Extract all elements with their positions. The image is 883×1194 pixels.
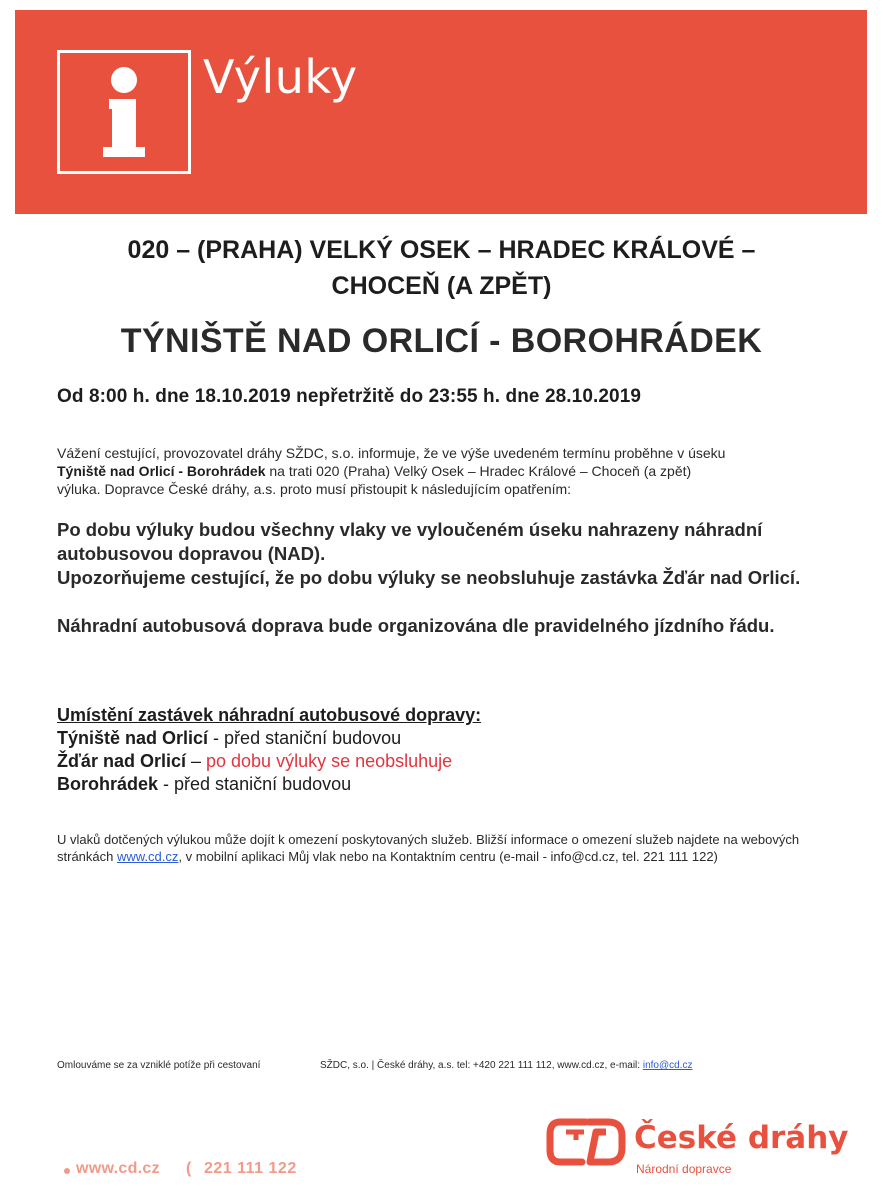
intro-section-name: Týniště nad Orlicí - Borohrádek: [57, 463, 266, 479]
section-title: TÝNIŠTĚ NAD ORLICÍ - BOROHRÁDEK: [120, 322, 763, 360]
intro-text-1: Vážení cestující, provozovatel dráhy SŽDC, s.o. informuje, že ve výše uvedeném termínu proběhne v úseku: [57, 445, 726, 461]
stop-desc-closed: po dobu výluky se neobsluhuje: [206, 751, 453, 771]
brand-name: České dráhy: [634, 1120, 849, 1156]
stop-desc: před staniční budovou: [174, 774, 352, 794]
stop-sep: -: [208, 728, 225, 748]
stop-item: [57, 773, 757, 796]
stop-sep: –: [185, 751, 206, 771]
intro-paragraph: [57, 444, 832, 498]
stops-block: [57, 704, 757, 796]
stop-item: [57, 750, 757, 773]
route-line-1: 020 – (PRAHA) VELKÝ OSEK – HRADEC KRÁLOVÉ –: [127, 236, 756, 264]
stop-name: Borohrádek: [57, 774, 159, 794]
intro-text-2: na trati 020 (Praha) Velký Osek – Hradec Králové – Choceň (a zpět): [269, 463, 692, 479]
brand-web: www.cd.cz: [76, 1160, 160, 1177]
footer-apology: Omlouváme se za vzniklé potíže při cestovaní: [57, 1060, 261, 1071]
stop-item: [57, 727, 757, 750]
stop-name: Žďár nad Orlicí: [57, 751, 186, 771]
brand-tagline: Národní dopravce: [636, 1162, 732, 1176]
footer-contact: [320, 1060, 692, 1071]
stop-sep: -: [158, 774, 175, 794]
bullet-icon: [62, 1166, 72, 1176]
header-banner: [15, 10, 867, 214]
note-text-1: U vlaků dotčených výlukou může dojít k omezení poskytovaných služeb. Bližší informace o omezení služeb najdete na webových stránkách: [57, 832, 800, 864]
stops-heading: Umístění zastávek náhradní autobusové dopravy:: [57, 705, 482, 725]
cd-logo-icon: [546, 1116, 626, 1168]
cd-website-link[interactable]: www.cd.cz: [117, 849, 179, 864]
route-line-2: CHOCEŇ (A ZPĚT): [331, 272, 552, 300]
stop-name: Týniště nad Orlicí: [57, 728, 209, 748]
brand-phone: 221 111 122: [204, 1160, 297, 1177]
service-note: [57, 831, 822, 865]
route-title: [40, 232, 843, 304]
closure-period: Od 8:00 h. dne 18.10.2019 nepřetržitě do 23:55 h. dne 28.10.2019: [57, 386, 642, 407]
phone-icon: (: [186, 1160, 192, 1177]
measure-stop-closed: Upozorňujeme cestující, že po dobu výluky se neobsluhuje zastávka Žďár nad Orlicí.: [57, 567, 801, 588]
footer-email-link[interactable]: info@cd.cz: [642, 1060, 693, 1071]
intro-text-3: výluka. Dopravce České dráhy, a.s. proto musí přistoupit k následujícím opatřením:: [57, 481, 572, 497]
measure-timetable: Náhradní autobusová doprava bude organizována dle pravidelného jízdního řádu.: [57, 615, 775, 636]
page-title: Výluky: [203, 50, 358, 104]
info-icon: [57, 50, 191, 174]
measure-replacement: Po dobu výluky budou všechny vlaky ve vyloučeném úseku nahrazeny náhradní autobusovou dopravou (NAD).: [57, 519, 763, 564]
stop-desc: před staniční budovou: [224, 728, 402, 748]
footer-contact-text: SŽDC, s.o. | České dráhy, a.s. tel: +420 221 111 112, www.cd.cz, e-mail:: [320, 1060, 641, 1071]
measures-block: [57, 518, 847, 638]
note-text-2: , v mobilní aplikaci Můj vlak nebo na Kontaktním centru (e-mail - info@cd.cz, tel. 221 111 122): [178, 849, 718, 864]
